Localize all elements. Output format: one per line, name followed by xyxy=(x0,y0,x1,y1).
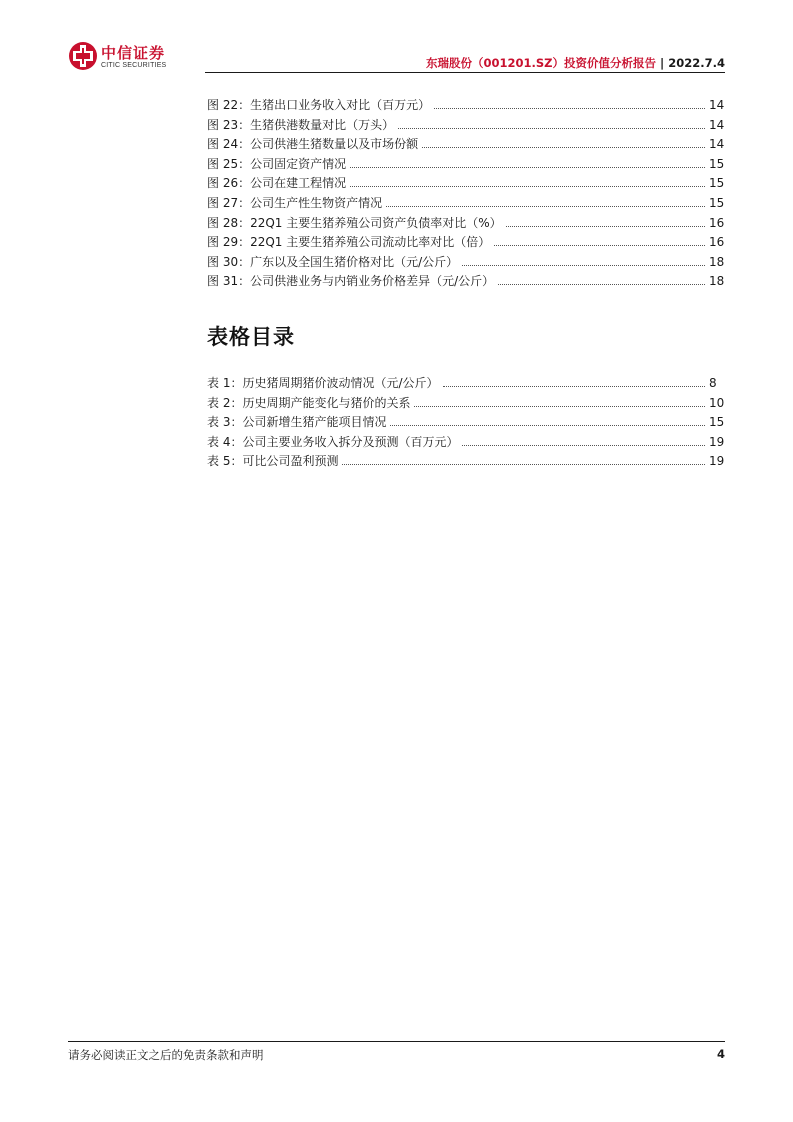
toc-entry[interactable] xyxy=(207,194,725,214)
toc-entry[interactable] xyxy=(207,452,725,472)
toc-entry[interactable] xyxy=(207,174,725,194)
toc-entry-page: 18 xyxy=(709,274,725,289)
toc-dot-leader xyxy=(462,265,705,266)
toc-dot-leader xyxy=(386,206,705,207)
toc-entry-page: 19 xyxy=(709,434,725,449)
toc-entry-label: 图 29：22Q1 主要生猪养殖公司流动比率对比（倍） xyxy=(207,235,491,250)
header-divider xyxy=(205,72,725,73)
report-title: 东瑞股份（001201.SZ）投资价值分析报告 xyxy=(426,56,657,70)
toc-entry-label: 图 30：广东以及全国生猪价格对比（元/公斤） xyxy=(207,254,459,269)
toc-entry-label: 表 2：历史周期产能变化与猪价的关系 xyxy=(207,395,411,410)
toc-entry-page: 15 xyxy=(709,176,725,191)
report-date: 2022.7.4 xyxy=(668,56,725,70)
toc-entry[interactable] xyxy=(207,155,725,175)
toc-entry[interactable] xyxy=(207,433,725,453)
toc-entry-page: 16 xyxy=(709,215,725,230)
toc-entry-page: 8 xyxy=(709,376,717,390)
toc-entry-label: 图 23：生猪供港数量对比（万头） xyxy=(207,117,395,132)
toc-dot-leader xyxy=(390,425,705,426)
toc-entry-page: 15 xyxy=(709,415,725,430)
report-header xyxy=(426,55,725,71)
toc-dot-leader xyxy=(342,464,705,465)
toc-entry-label: 表 1：历史猪周期猪价波动情况（元/公斤） xyxy=(207,376,439,390)
toc-entry-label: 表 4：公司主要业务收入拆分及预测（百万元） xyxy=(207,434,459,449)
toc-dot-leader xyxy=(434,108,705,109)
toc-entry[interactable] xyxy=(207,135,725,155)
toc-entry-label: 表 3：公司新增生猪产能项目情况 xyxy=(207,415,387,430)
toc-dot-leader xyxy=(398,128,705,129)
toc-dot-leader xyxy=(414,406,705,407)
toc-entry[interactable] xyxy=(207,116,725,136)
toc-dot-leader xyxy=(350,167,705,168)
tables-toc-list xyxy=(207,374,725,472)
toc-dot-leader xyxy=(498,284,705,285)
toc-dot-leader xyxy=(350,186,705,187)
toc-entry[interactable] xyxy=(207,413,725,433)
toc-dot-leader xyxy=(422,147,705,148)
citic-logo-icon xyxy=(68,41,98,71)
tables-toc-title: 表格目录 xyxy=(207,325,295,349)
toc-entry-label: 图 31：公司供港业务与内销业务价格差异（元/公斤） xyxy=(207,274,495,289)
toc-entry-label: 图 26：公司在建工程情况 xyxy=(207,176,347,191)
figures-toc-list xyxy=(207,96,725,292)
toc-entry-label: 表 5：可比公司盈利预测 xyxy=(207,454,339,469)
toc-entry[interactable] xyxy=(207,394,725,414)
toc-entry[interactable] xyxy=(207,374,717,394)
header-separator: | xyxy=(660,56,665,70)
toc-entry[interactable] xyxy=(207,253,725,273)
footer-divider xyxy=(68,1041,725,1042)
toc-dot-leader xyxy=(494,245,705,246)
toc-entry-page: 19 xyxy=(709,454,725,469)
citic-logo xyxy=(68,40,178,74)
toc-entry-label: 图 27：公司生产性生物资产情况 xyxy=(207,195,383,210)
logo-name-en: CITIC SECURITIES xyxy=(101,62,167,69)
toc-entry-page: 10 xyxy=(709,395,725,410)
toc-entry-label: 图 22：生猪出口业务收入对比（百万元） xyxy=(207,98,431,112)
toc-entry-page: 14 xyxy=(709,98,725,112)
tables-toc xyxy=(207,374,725,472)
page-number: 4 xyxy=(716,1047,725,1061)
toc-entry-page: 16 xyxy=(709,235,725,250)
toc-entry-page: 15 xyxy=(709,195,725,210)
toc-entry[interactable] xyxy=(207,272,725,292)
logo-name-cn: 中信证券 xyxy=(101,44,166,62)
toc-entry-label: 图 28：22Q1 主要生猪养殖公司资产负债率对比（%） xyxy=(207,215,502,230)
toc-entry-label: 图 24：公司供港生猪数量以及市场份额 xyxy=(207,137,419,152)
toc-entry[interactable] xyxy=(207,214,725,234)
toc-dot-leader xyxy=(443,386,706,387)
footer-disclaimer: 请务必阅读正文之后的免责条款和声明 xyxy=(68,1048,264,1062)
toc-dot-leader xyxy=(506,226,705,227)
toc-entry-page: 14 xyxy=(709,137,725,152)
toc-entry-page: 14 xyxy=(709,117,725,132)
toc-entry-page: 15 xyxy=(709,156,725,171)
toc-entry-page: 18 xyxy=(709,254,725,269)
figures-toc xyxy=(207,96,725,292)
toc-entry[interactable] xyxy=(207,233,725,253)
toc-dot-leader xyxy=(462,445,705,446)
toc-entry[interactable] xyxy=(207,96,725,116)
toc-entry-label: 图 25：公司固定资产情况 xyxy=(207,156,347,171)
